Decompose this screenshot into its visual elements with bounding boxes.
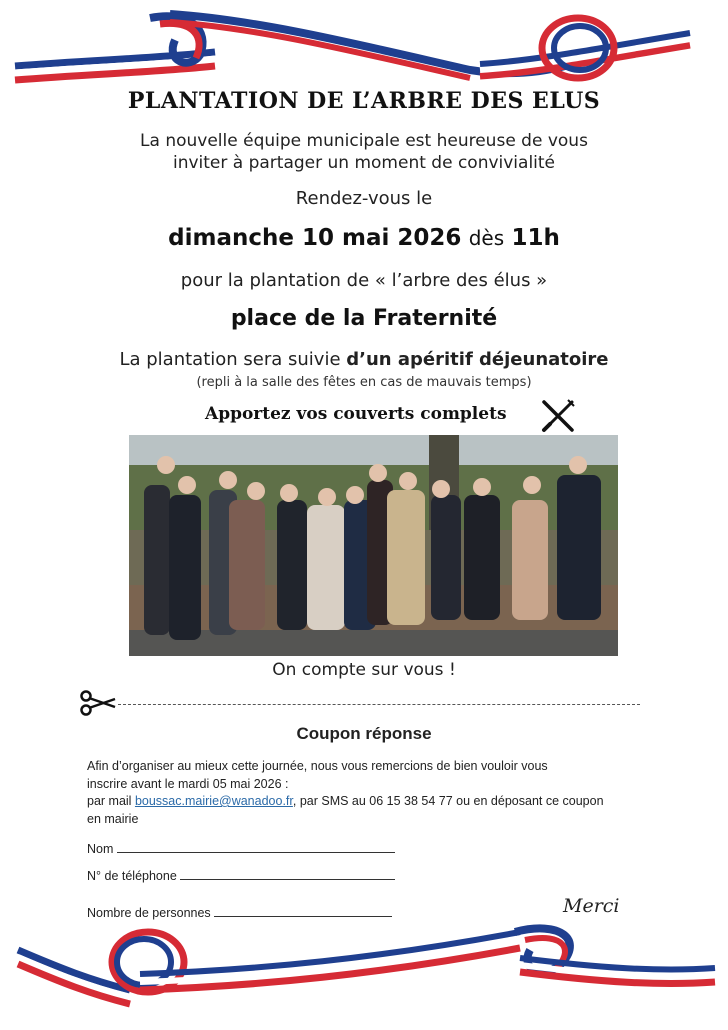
page-title: PLANTATION DE L’ARBRE DES ELUS (127, 88, 601, 114)
aperitif-bold: d’un apéritif déjeunatoire (346, 349, 609, 370)
ribbon-top-decoration (0, 0, 728, 90)
coupon-sms-text: , par SMS au 06 15 38 54 77 ou en déposant ce coupon (292, 794, 604, 808)
people-count-field-row (87, 904, 392, 920)
ribbon-bottom-decoration (0, 920, 728, 1030)
cutlery-notice: Apportez vos couverts complets (205, 404, 507, 424)
coupon-line-3 (87, 793, 647, 811)
people-count-label: Nombre de personnes (87, 906, 211, 920)
aperitif-text (0, 349, 728, 370)
coupon-title: Coupon réponse (296, 724, 432, 743)
name-field-line[interactable] (117, 840, 395, 853)
phone-field-label: N° de téléphone (87, 869, 177, 883)
phone-field-row (87, 867, 395, 883)
merci-signature: Merci (563, 895, 620, 917)
intro-line-2: inviter à partager un moment de convivialité (172, 153, 556, 173)
event-date-main: dimanche 10 mai 2026 (168, 225, 462, 251)
name-field-row (87, 840, 395, 856)
event-date (0, 225, 728, 251)
event-date-des: dès (468, 226, 505, 250)
event-time: 11h (511, 225, 560, 251)
event-location: place de la Fraternité (230, 306, 498, 331)
aperitif-prefix: La plantation sera suivie (119, 349, 341, 370)
coupon-instructions (87, 758, 647, 828)
coupon-line-2: inscrire avant le mardi 05 mai 2026 : (87, 776, 289, 791)
cut-line (118, 704, 640, 705)
phone-field-line[interactable] (180, 867, 395, 880)
coupon-line-1: Afin d’organiser au mieux cette journée, nous vous remercions de bien vouloir vous (87, 759, 548, 773)
intro-line-1: La nouvelle équipe municipale est heureuse de vous (140, 131, 588, 151)
cutlery-icon (540, 398, 576, 434)
scissors-icon (80, 690, 116, 716)
name-field-label: Nom (87, 842, 114, 856)
coupon-mail-prefix: par mail (87, 794, 132, 808)
intro-text (0, 130, 728, 174)
rain-fallback-note: (repli à la salle des fêtes en cas de mauvais temps) (196, 375, 532, 390)
rendezvous-text: Rendez-vous le (295, 188, 433, 209)
people-count-line[interactable] (214, 904, 392, 917)
closing-line: On compte sur vous ! (272, 660, 456, 680)
plantation-text: pour la plantation de « l’arbre des élus » (180, 270, 548, 291)
email-link[interactable]: boussac.mairie@wanadoo.fr (134, 794, 293, 808)
coupon-line-4: en mairie (87, 811, 139, 826)
group-photo (129, 435, 618, 656)
